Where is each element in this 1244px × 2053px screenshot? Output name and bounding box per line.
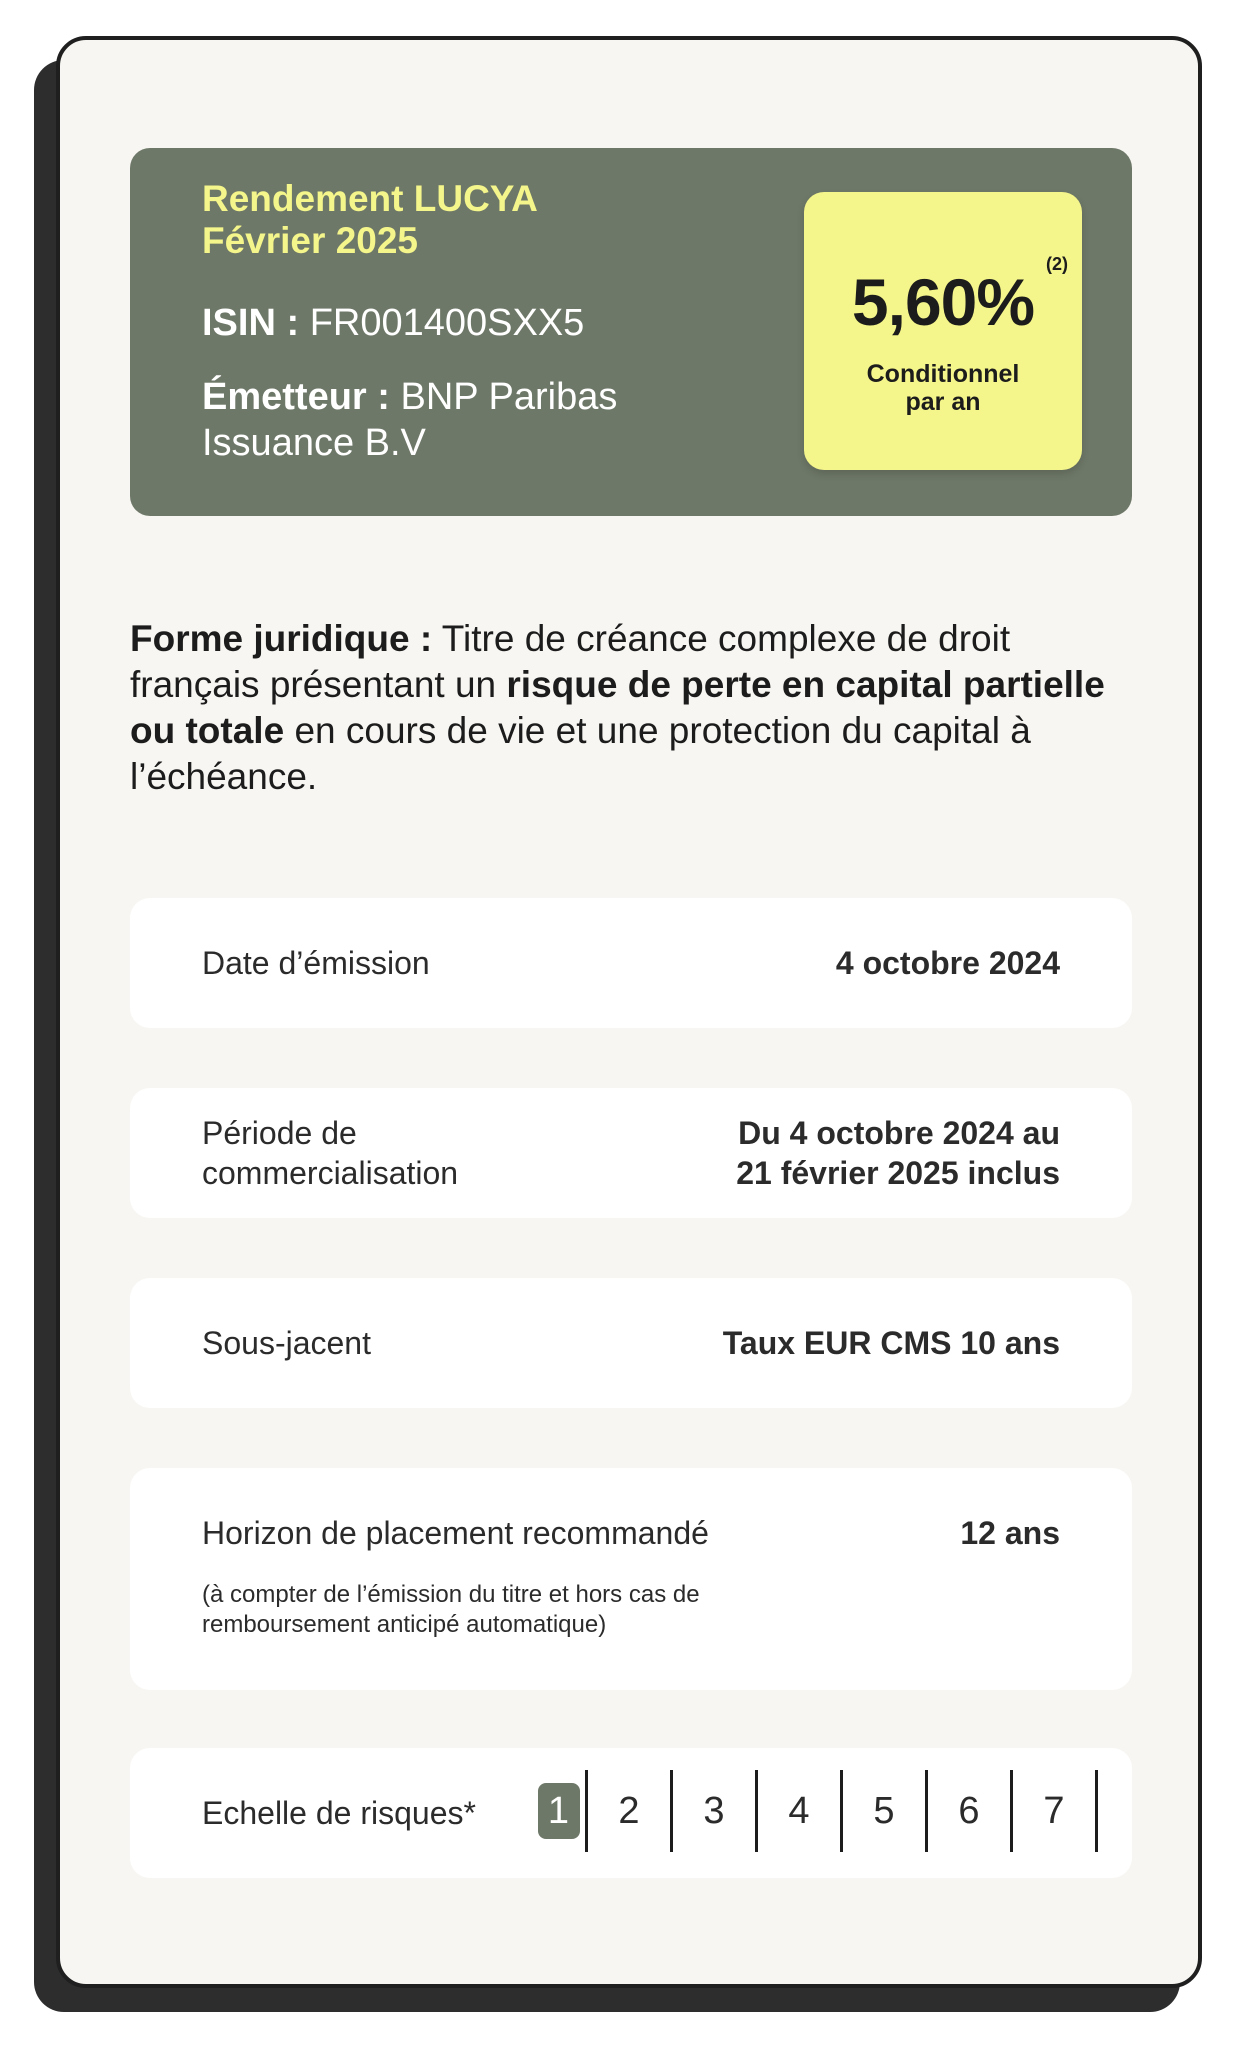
legal-form-label: Forme juridique :: [130, 618, 433, 659]
emetteur-value: BNP Paribas Issuance B.V: [202, 376, 618, 464]
emetteur-line: [202, 374, 682, 466]
product-title-line1: Rendement LUCYA: [202, 178, 538, 219]
isin-value: FR001400SXX5: [309, 302, 585, 344]
legal-form-paragraph: [130, 616, 1140, 800]
risk-level-number: 3: [703, 1789, 725, 1832]
risk-level-number: 1: [538, 1783, 580, 1839]
row-date-emission: [130, 898, 1132, 1028]
product-title: [202, 178, 538, 262]
legal-form-text2: en cours de vie et une protection du capital à l’échéance.: [130, 710, 1031, 797]
emetteur-label: Émetteur :: [202, 376, 390, 418]
yield-footnote: (2): [1046, 254, 1068, 274]
sous-jacent-value: Taux EUR CMS 10 ans: [722, 1325, 1060, 1361]
risk-level-4: [758, 1770, 843, 1852]
sous-jacent-label: Sous-jacent: [202, 1325, 371, 1361]
row-sous-jacent: [130, 1278, 1132, 1408]
isin-line: [202, 300, 584, 346]
risk-level-3: [673, 1770, 758, 1852]
risk-level-number: 4: [788, 1789, 810, 1832]
yield-caption-line2: par an: [905, 388, 981, 416]
risk-level-number: 2: [618, 1789, 640, 1832]
product-card: [56, 36, 1202, 1988]
row-periode: [130, 1088, 1132, 1218]
horizon-value: 12 ans: [960, 1515, 1060, 1551]
isin-label: ISIN :: [202, 302, 300, 344]
risk-level-7: [1013, 1770, 1098, 1852]
yield-badge: [804, 192, 1082, 470]
row-horizon: [130, 1468, 1132, 1690]
periode-label-line1: Période de: [202, 1115, 357, 1151]
risk-level-number: 6: [958, 1789, 980, 1832]
risk-level-1: [532, 1770, 588, 1852]
risk-level-6: [928, 1770, 1013, 1852]
periode-value: [736, 1113, 1060, 1193]
periode-label-line2: commercialisation: [202, 1155, 459, 1191]
yield-caption: [804, 360, 1082, 416]
product-title-line2: Février 2025: [202, 220, 419, 261]
product-banner: [130, 148, 1132, 516]
periode-label: [202, 1113, 458, 1193]
periode-value-line1: Du 4 octobre 2024 au: [738, 1115, 1060, 1151]
risk-scale-label: Echelle de risques*: [202, 1795, 476, 1831]
risk-level-number: 5: [873, 1789, 895, 1832]
risk-level-2: [588, 1770, 673, 1852]
legal-form-text1: Titre de créance complexe de droit français présentant un: [130, 618, 1011, 705]
periode-value-line2: 21 février 2025 inclus: [736, 1155, 1060, 1191]
horizon-note: (à compter de l’émission du titre et hors cas de remboursement anticipé automatique): [202, 1581, 700, 1638]
risk-scale: [532, 1770, 1098, 1852]
horizon-label: Horizon de placement recommandé: [202, 1515, 709, 1551]
risk-level-5: [843, 1770, 928, 1852]
yield-caption-line1: Conditionnel: [866, 360, 1020, 388]
date-emission-value: 4 octobre 2024: [835, 945, 1060, 981]
risk-level-number: 7: [1043, 1789, 1065, 1832]
legal-form-bold: risque de perte en capital partielle ou totale: [130, 664, 1105, 751]
date-emission-label: Date d’émission: [202, 945, 430, 981]
yield-value: 5,60%: [851, 265, 1035, 339]
row-risk-scale: [130, 1748, 1132, 1878]
